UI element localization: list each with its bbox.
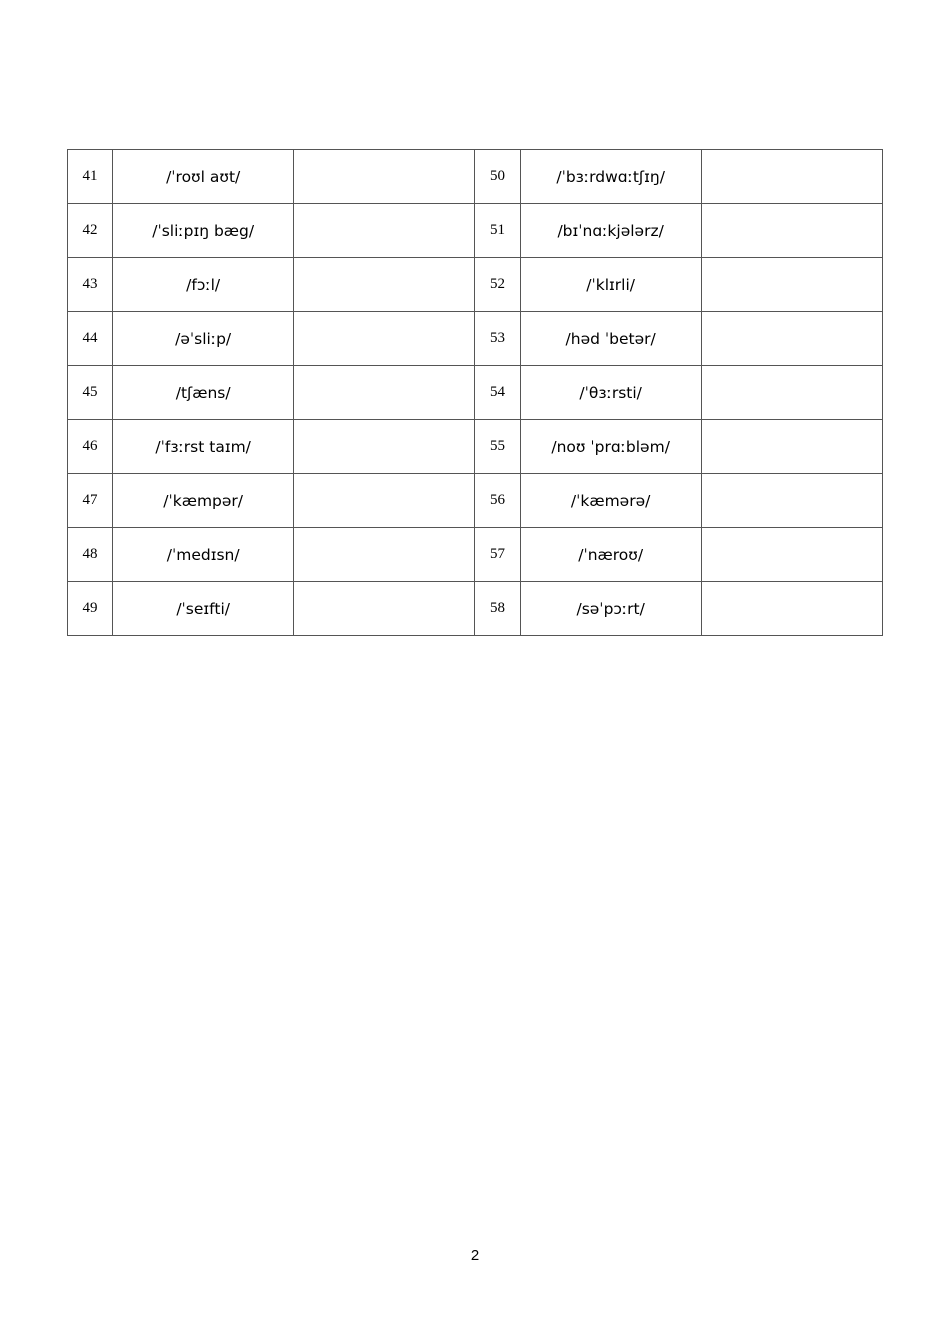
phonetic-transcription: /ˈkæmpər/ [113,474,294,528]
item-number: 52 [475,258,520,312]
item-number: 51 [475,204,520,258]
table-row [68,258,883,312]
phonetic-transcription: /ˈmedɪsn/ [113,528,294,582]
phonetic-transcription: /noʊ ˈprɑːbləm/ [520,420,701,474]
table-row [68,312,883,366]
phonetic-transcription: /ˈseɪfti/ [113,582,294,636]
phonetic-transcription: /ˈθɜːrsti/ [520,366,701,420]
phonetic-transcription: /ˈnæroʊ/ [520,528,701,582]
phonetic-transcription: /fɔːl/ [113,258,294,312]
answer-cell[interactable] [294,366,475,420]
answer-cell[interactable] [701,528,882,582]
phonetic-transcription: /ˈroʊl aʊt/ [113,150,294,204]
phonetic-transcription: /həd ˈbetər/ [520,312,701,366]
item-number: 44 [68,312,113,366]
answer-cell[interactable] [294,258,475,312]
phonetic-table [67,149,883,636]
phonetic-transcription: /tʃæns/ [113,366,294,420]
table-row [68,150,883,204]
answer-cell[interactable] [294,312,475,366]
phonetic-transcription: /səˈpɔːrt/ [520,582,701,636]
table-row [68,528,883,582]
page-number: 2 [470,1247,480,1264]
table-row [68,582,883,636]
answer-cell[interactable] [701,258,882,312]
answer-cell[interactable] [701,474,882,528]
answer-cell[interactable] [701,366,882,420]
item-number: 43 [68,258,113,312]
item-number: 41 [68,150,113,204]
item-number: 53 [475,312,520,366]
answer-cell[interactable] [294,420,475,474]
item-number: 46 [68,420,113,474]
answer-cell[interactable] [294,204,475,258]
phonetic-transcription: /ˈkæmərə/ [520,474,701,528]
answer-cell[interactable] [294,474,475,528]
item-number: 47 [68,474,113,528]
table-row [68,420,883,474]
item-number: 45 [68,366,113,420]
item-number: 57 [475,528,520,582]
item-number: 56 [475,474,520,528]
vocabulary-sheet [67,149,883,636]
table-row [68,474,883,528]
item-number: 48 [68,528,113,582]
item-number: 50 [475,150,520,204]
phonetic-transcription: /ˈbɜːrdwɑːtʃɪŋ/ [520,150,701,204]
table-row [68,366,883,420]
item-number: 55 [475,420,520,474]
phonetic-transcription: /bɪˈnɑːkjələrz/ [520,204,701,258]
answer-cell[interactable] [701,420,882,474]
answer-cell[interactable] [701,204,882,258]
item-number: 42 [68,204,113,258]
phonetic-transcription: /ˈfɜːrst taɪm/ [113,420,294,474]
answer-cell[interactable] [701,312,882,366]
item-number: 54 [475,366,520,420]
item-number: 49 [68,582,113,636]
answer-cell[interactable] [701,150,882,204]
phonetic-transcription: /ˈsliːpɪŋ bæg/ [113,204,294,258]
answer-cell[interactable] [294,150,475,204]
item-number: 58 [475,582,520,636]
answer-cell[interactable] [294,528,475,582]
answer-cell[interactable] [294,582,475,636]
phonetic-transcription: /əˈsliːp/ [113,312,294,366]
phonetic-transcription: /ˈklɪrli/ [520,258,701,312]
table-row [68,204,883,258]
answer-cell[interactable] [701,582,882,636]
